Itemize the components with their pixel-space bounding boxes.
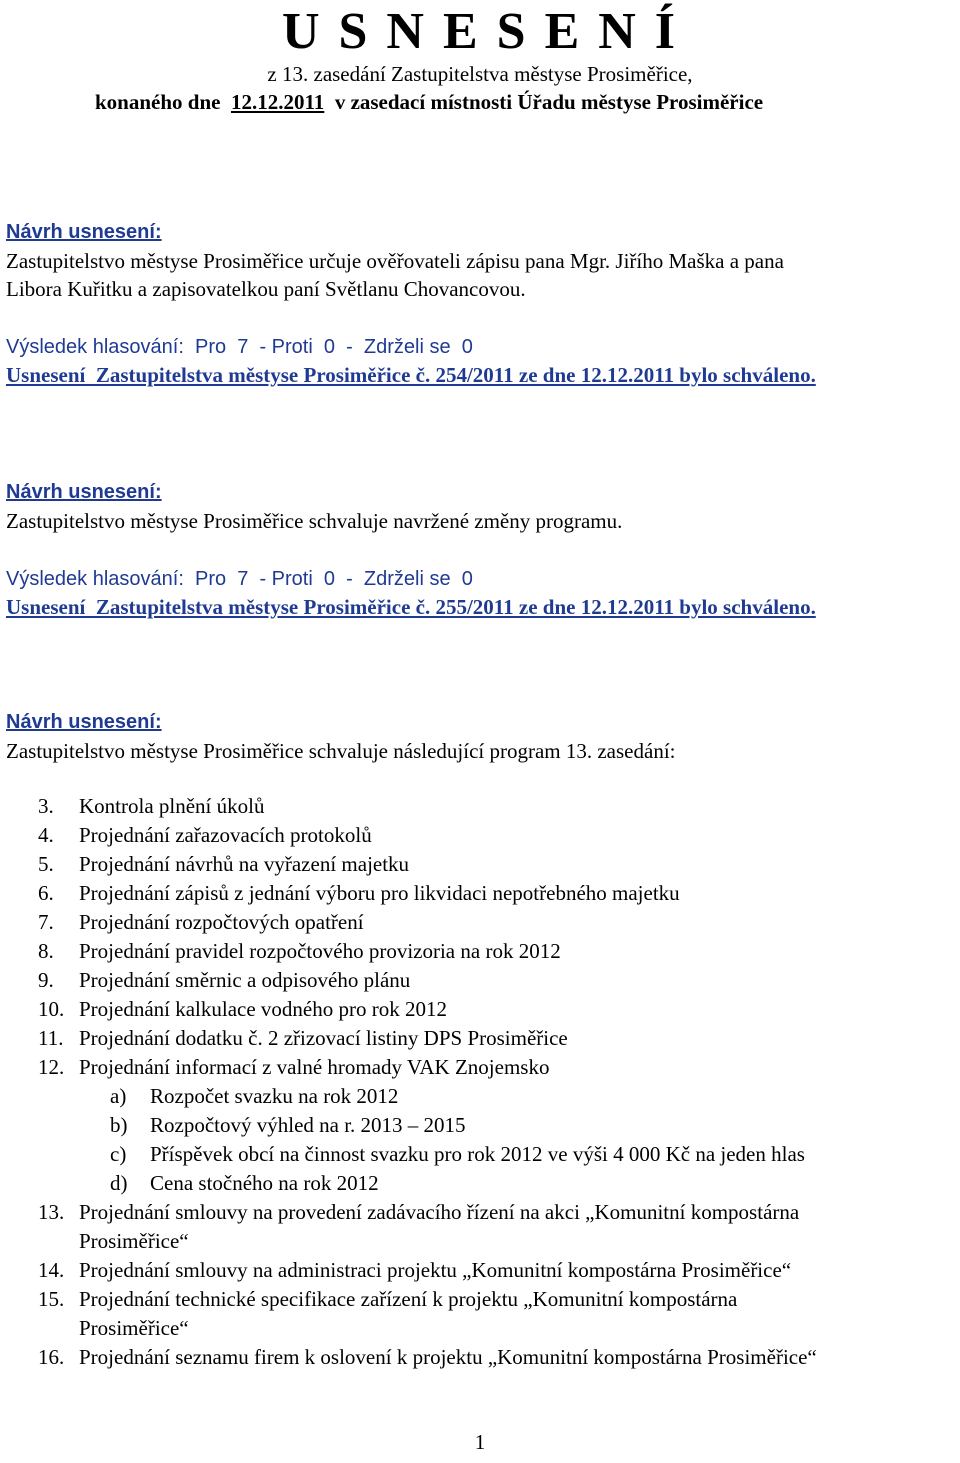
session-date-location (95, 88, 763, 116)
list-subitem: b) Rozpočtový výhled na r. 2013 – 2015 (110, 1113, 466, 1137)
section-2-vote: Výsledek hlasování: Pro 7 - Proti 0 - Zdrželi se 0 (6, 568, 473, 590)
list-item: 14. Projednání smlouvy na administraci projektu „Komunitní kompostárna Prosiměřice“ (38, 1258, 792, 1282)
list-item: 13. Projednání smlouvy na provedení zadávacího řízení na akci „Komunitní kompostárna (38, 1200, 800, 1224)
list-item: 3. Kontrola plnění úkolů (38, 794, 265, 818)
list-item: 10. Projednání kalkulace vodného pro rok 2012 (38, 997, 447, 1021)
section-1-vote: Výsledek hlasování: Pro 7 - Proti 0 - Zdrželi se 0 (6, 336, 473, 358)
list-item: 5. Projednání návrhů na vyřazení majetku (38, 852, 410, 876)
list-item: 9. Projednání směrnic a odpisového plánu (38, 968, 411, 992)
list-item: 7. Projednání rozpočtových opatření (38, 910, 364, 934)
list-item: 16. Projednání seznamu firem k oslovení k projektu „Komunitní kompostárna Prosiměřice“ (38, 1345, 817, 1369)
list-item: 11. Projednání dodatku č. 2 zřizovací listiny DPS Prosiměřice (38, 1026, 568, 1050)
program-list (38, 792, 817, 1372)
list-item: 15. Projednání technické specifikace zařízení k projektu „Komunitní kompostárna (38, 1287, 738, 1311)
section-3-heading: Návrh usnesení: (6, 711, 162, 733)
list-subitem: a) Rozpočet svazku na rok 2012 (110, 1084, 399, 1108)
section-1-heading: Návrh usnesení: (6, 221, 162, 243)
section-2-heading: Návrh usnesení: (6, 481, 162, 503)
date-prefix: konaného dne (95, 90, 231, 114)
list-item: 8. Projednání pravidel rozpočtového provizoria na rok 2012 (38, 939, 561, 963)
list-item-continuation: Prosiměřice“ (79, 1316, 189, 1340)
list-item: 4. Projednání zařazovacích protokolů (38, 823, 372, 847)
session-date: 12.12.2011 (230, 90, 325, 114)
section-1-body-line-2: Libora Kuřitku a zapisovatelkou paní Světlanu Chovancovou. (6, 277, 526, 301)
list-item-continuation: Prosiměřice“ (79, 1229, 189, 1253)
page-number: 1 (474, 1430, 486, 1454)
section-3-body-line-1: Zastupitelstvo městyse Prosiměřice schvaluje následující program 13. zasedání: (6, 739, 676, 763)
section-2-resolution: Usnesení Zastupitelstva městyse Prosiměřice č. 255/2011 ze dne 12.12.2011 bylo schváleno. (6, 595, 816, 619)
list-subitem: d) Cena stočného na rok 2012 (110, 1171, 379, 1195)
session-subtitle: z 13. zasedání Zastupitelstva městyse Prosiměřice, (267, 62, 693, 86)
location: v zasedací místnosti Úřadu městyse Prosiměřice (324, 90, 764, 114)
section-1-body-line-1: Zastupitelstvo městyse Prosiměřice určuje ověřovateli zápisu pana Mgr. Jiřího Maška a pana (6, 249, 784, 273)
section-2-body-line-1: Zastupitelstvo městyse Prosiměřice schvaluje navržené změny programu. (6, 509, 623, 533)
list-item: 12. Projednání informací z valné hromady VAK Znojemsko (38, 1055, 550, 1079)
section-1-resolution: Usnesení Zastupitelstva městyse Prosiměřice č. 254/2011 ze dne 12.12.2011 bylo schváleno. (6, 363, 816, 387)
document-title: U S N E S E N Í (281, 3, 679, 60)
list-subitem: c) Příspěvek obcí na činnost svazku pro rok 2012 ve výši 4 000 Kč na jeden hlas (110, 1142, 805, 1166)
list-item: 6. Projednání zápisů z jednání výboru pro likvidaci nepotřebného majetku (38, 881, 680, 905)
